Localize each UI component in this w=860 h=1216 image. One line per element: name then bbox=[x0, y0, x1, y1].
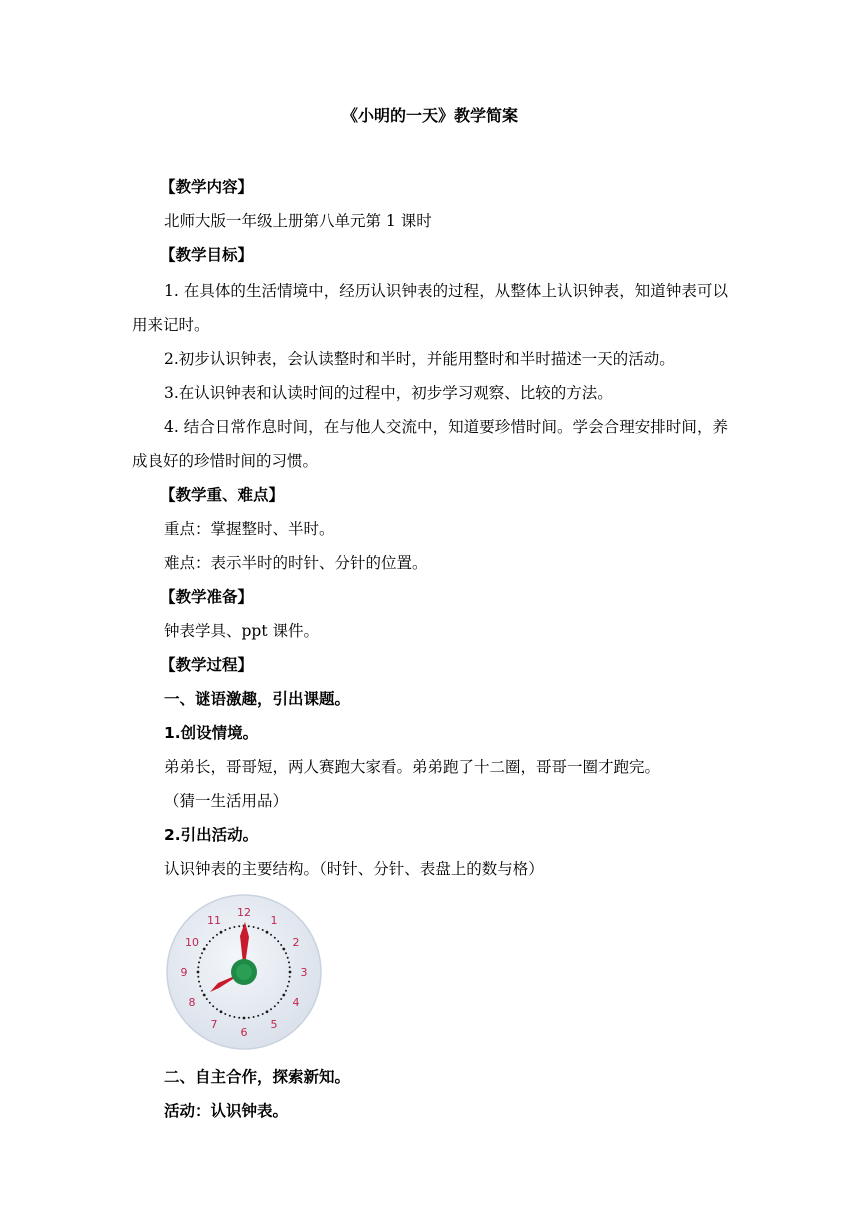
minute-dot bbox=[253, 926, 255, 928]
minute-dot bbox=[266, 1010, 269, 1013]
minute-dot bbox=[212, 1005, 214, 1007]
goal-4: 4. 结合日常作息时间，在与他人交流中，知道要珍惜时间。学会合理安排时间，养成良好的珍惜时间的习惯。 bbox=[132, 418, 728, 470]
minute-dot bbox=[285, 990, 287, 992]
minute-dot bbox=[274, 937, 276, 939]
minute-dot bbox=[233, 926, 235, 928]
minute-dot bbox=[266, 931, 269, 934]
minute-dot bbox=[206, 998, 208, 1000]
clock-number: 10 bbox=[185, 936, 199, 949]
minute-dot bbox=[282, 948, 285, 951]
clock-number: 1 bbox=[270, 914, 278, 927]
heading-key-points: 【教学重、难点】 bbox=[160, 486, 285, 504]
minute-dot bbox=[198, 981, 200, 983]
minute-dot bbox=[288, 961, 290, 963]
clock-figure bbox=[132, 886, 728, 1060]
step-1-title: 1.创设情境。 bbox=[164, 724, 259, 742]
minute-dot bbox=[199, 985, 201, 987]
minute-dot bbox=[233, 1016, 235, 1018]
minute-dot bbox=[197, 966, 199, 968]
clock-face-image bbox=[164, 892, 324, 1052]
goal-3: 3.在认识钟表和认读时间的过程中，初步学习观察、比较的方法。 bbox=[164, 384, 613, 402]
clock-number: 9 bbox=[180, 966, 188, 979]
clock-number: 4 bbox=[292, 996, 300, 1009]
heading-process: 【教学过程】 bbox=[160, 656, 254, 674]
heading-preparation: 【教学准备】 bbox=[160, 588, 254, 606]
minute-dot bbox=[203, 948, 206, 951]
riddle-text: 弟弟长，哥哥短，两人赛跑大家看。弟弟跑了十二圈，哥哥一圈才跑完。 bbox=[164, 758, 661, 776]
goal-1: 1. 在具体的生活情境中，经历认识钟表的过程，从整体上认识钟表，知道钟表可以用来记时。 bbox=[132, 282, 728, 334]
clock-number: 7 bbox=[210, 1018, 218, 1031]
minute-dot bbox=[224, 929, 226, 931]
minute-dot bbox=[220, 931, 223, 934]
difficult-point: 难点：表示半时的时针、分针的位置。 bbox=[164, 554, 428, 572]
minute-dot bbox=[288, 981, 290, 983]
heading-goals: 【教学目标】 bbox=[160, 246, 254, 264]
minute-dot bbox=[229, 927, 231, 929]
minute-dot bbox=[248, 925, 250, 927]
minute-dot bbox=[253, 1016, 255, 1018]
clock-number: 2 bbox=[292, 936, 300, 949]
minute-dot bbox=[257, 927, 259, 929]
minute-dot bbox=[238, 1017, 240, 1019]
minute-dot bbox=[201, 952, 203, 954]
minute-dot bbox=[257, 1015, 259, 1017]
clock-number: 5 bbox=[270, 1018, 278, 1031]
minute-dot bbox=[274, 1005, 276, 1007]
minute-dot bbox=[197, 971, 200, 974]
minute-dot bbox=[270, 934, 272, 936]
key-point: 重点：掌握整时、半时。 bbox=[164, 520, 335, 538]
clock-number: 6 bbox=[240, 1026, 248, 1039]
clock-number: 8 bbox=[188, 996, 196, 1009]
step-2-title: 2.引出活动。 bbox=[164, 826, 259, 844]
minute-dot bbox=[229, 1015, 231, 1017]
minute-dot bbox=[282, 994, 285, 997]
minute-dot bbox=[262, 929, 264, 931]
minute-dot bbox=[289, 971, 292, 974]
minute-dot bbox=[285, 952, 287, 954]
section-2-title: 二、自主合作，探索新知。 bbox=[164, 1068, 351, 1086]
minute-dot bbox=[262, 1013, 264, 1015]
minute-dot bbox=[277, 1002, 279, 1004]
clock-number: 3 bbox=[300, 966, 308, 979]
minute-dot bbox=[243, 1017, 246, 1020]
document-title: 《小明的一天》教学简案 bbox=[341, 106, 518, 125]
clock-center-knob-inner bbox=[236, 964, 252, 980]
minute-dot bbox=[224, 1013, 226, 1015]
minute-dot bbox=[277, 940, 279, 942]
minute-dot bbox=[198, 961, 200, 963]
clock-number: 12 bbox=[237, 906, 251, 919]
minute-dot bbox=[289, 976, 291, 978]
activity-title: 活动：认识钟表。 bbox=[164, 1102, 289, 1120]
clock-structure-text: 认识钟表的主要结构。（时针、分针、表盘上的数与格） bbox=[164, 860, 544, 878]
minute-dot bbox=[287, 985, 289, 987]
minute-dot bbox=[216, 934, 218, 936]
riddle-hint: （猜一生活用品） bbox=[164, 792, 289, 810]
minute-dot bbox=[220, 1010, 223, 1013]
minute-dot bbox=[248, 1017, 250, 1019]
section-1-title: 一、谜语激趣，引出课题。 bbox=[164, 690, 351, 708]
minute-dot bbox=[197, 976, 199, 978]
content-text: 北师大版一年级上册第八单元第 1 课时 bbox=[164, 212, 432, 230]
minute-dot bbox=[287, 957, 289, 959]
minute-dot bbox=[209, 1002, 211, 1004]
minute-dot bbox=[199, 957, 201, 959]
minute-dot bbox=[209, 940, 211, 942]
minute-dot bbox=[280, 944, 282, 946]
minute-dot bbox=[203, 994, 206, 997]
heading-content: 【教学内容】 bbox=[160, 178, 254, 196]
minute-dot bbox=[238, 925, 240, 927]
minute-dot bbox=[201, 990, 203, 992]
goal-2: 2.初步认识钟表，会认读整时和半时，并能用整时和半时描述一天的活动。 bbox=[164, 350, 675, 368]
clock-number: 11 bbox=[207, 914, 221, 927]
minute-dot bbox=[270, 1008, 272, 1010]
minute-dot bbox=[280, 998, 282, 1000]
minute-dot bbox=[289, 966, 291, 968]
preparation-text: 钟表学具、ppt 课件。 bbox=[164, 622, 320, 640]
minute-dot bbox=[206, 944, 208, 946]
document-body bbox=[132, 170, 728, 1128]
minute-dot bbox=[212, 937, 214, 939]
minute-dot bbox=[216, 1008, 218, 1010]
